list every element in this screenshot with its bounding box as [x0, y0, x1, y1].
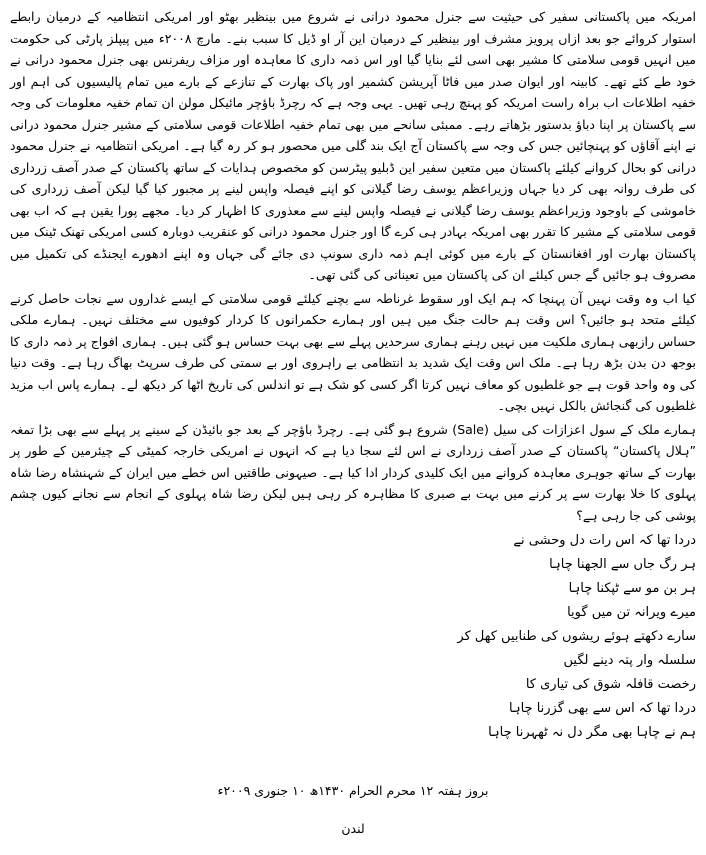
poem-line: دردا تھا کہ اس سے بھی گزرنا چاہا [508, 701, 696, 716]
poem-line: ہر بن مو سے ٹپکنا چاہا [568, 581, 696, 596]
article-paragraph: ہمارے ملک کے سول اعزازات کی سیل (Sale) شروع ہو گئی ہے۔ رچرڈ باؤچر کے بعد جو بائیڈن کے سینے پر پہلے سے بھی بڑا تمغہ ”ہلال پاکستان“ پاکستان کے صدر آصف زرداری نے اس لئے سجا دیا ہے کہ انہوں نے امریکی خارجہ کمیٹی کے چیئرمین کے طور پر بھارت کے ساتھ جوہری معاہدہ کروانے میں ایک کلیدی کردار ادا کیا ہے۔ صیہونی طاقتیں اس خطے میں ایران کے شہنشاہ رضا شاہ پہلوی کا خلا بھارت سے پر کرنے میں بہت بے صبری کا مظاہرہ کر رہی ہیں لیکن رضا شاہ پہلوی کے انجام سے نجانے کیوں چشم پوشی کی جا رہی ہے؟ [10, 421, 696, 523]
article-paragraph: کیا اب وہ وقت نہیں آن پہنچا کہ ہم ایک اور سقوط غرناطہ سے بچنے کیلئے قومی سلامتی کے ایسے غداروں سے نجات حاصل کرنے کیلئے متحد ہو جائیں؟ اس وقت ہم حالت جنگ میں ہیں اور ہمارے حکمرانوں کا کردار کوفیوں سے مختلف نہیں۔ ہمارے ملکی حساس رازبھی ہماری ملکیت میں نہیں رہنے ہماری سرحدیں پہلے سے بھی بہت حساس ہو گئی ہیں۔ ہماری افواج پر ذمہ داری کا بوجھ دن بدن بڑھ رہا ہے۔ ملک اس وقت ایک شدید بد انتظامی بے راہروی اور بے سمتی کی طرف سرپٹ بھاگ رہا ہے۔ وقت دنیا کی وہ واحد قوت ہے جو غلطیوں کو معاف نہیں کرتا اگر کسی کو شک ہے تو اندلس کی تاریخ اٹھا کر دیکھ لے۔ ہمارے پاس اب مزید غلطیوں کی گنجائش بالکل نہیں بچی۔ [10, 290, 696, 413]
place-name: لندن [341, 821, 365, 836]
poem [10, 530, 696, 744]
poem-line: سلسلہ وار پتہ دینے لگیں [563, 653, 696, 668]
poem-line: رخصت قافلہ شوق کی تیاری کا [525, 677, 696, 692]
poem-line: میرے ویرانہ تن میں گویا [567, 605, 696, 620]
poem-line: ہر رگ جاں سے الجھنا چاہا [549, 557, 696, 572]
article-paragraph: امریکہ میں پاکستانی سفیر کی حیثیت سے جنرل محمود درانی نے شروع میں بینظیر بھٹو اور امریکی انتظامیہ کے درمیان رابطے استوار کروائے جو بعد ازاں پرویز مشرف اور بینظیر کے درمیان این آر او ڈیل کا سبب بنے۔ مارچ ۲۰۰۸ء میں پیپلز پارٹی کی حکومت میں انہیں قومی سلامتی کا مشیر بھی اسی لئے بنایا گیا اور اس ذمہ داری کا معاہدہ اور مزاف ریفرنس بھی جنرل محمود درانی نے خود طے کئے تھے۔ کابینہ اور ایوان صدر میں فاٹا آپریشن کشمیر اور پاک بھارت کے تنازعے کے بارے میں تمام پالیسیوں کی اہم اور خفیہ اطلاعات اب براہ راست امریکہ کو پہنچ رہی تھیں۔ یہی وجہ ہے کہ رچرڈ باؤچر مائیکل مولن ان تمام خفیہ معلومات کی وجہ سے پاکستان پر اپنا دباؤ بدستور بڑھاتے رہے۔ ممبئی سانحے میں بھی تمام خفیہ اطلاعات قومی سلامتی کے مشیر جنرل محمود درانی نے اپنے آقاؤں کو پہنچائیں جس کی وجہ سے پاکستان آج ایک بند گلی میں محصور ہو کر رہ گیا ہے۔ امریکی انتظامیہ نے جنرل محمود درانی کو بحال کروانے کیلئے پاکستان میں متعین سفیر این ڈبلیو پیٹرسن کو مخصوص ہدایات کے ساتھ پاکستان کے صدر آصف زرداری کی طرف روانہ بھی کر دیا جہاں وزیراعظم یوسف رضا گیلانی کو اپنے فیصلہ واپس لینے پر مجبور کیا گیا لیکن آصف زرداری کی خاموشی کے باوجود وزیراعظم یوسف رضا گیلانی نے فیصلہ واپس لینے سے معذوری کا اظہار کر دیا۔ مجھے پورا یقین ہے کہ اب بھی قومی سلامتی کے مشیر کا تقرر بھی امریکہ بہادر ہی کرے گا اور جنرل محمود درانی کو عنقریب دوبارہ کسی امریکی تھنک ٹینک میں پاکستان بھارت اور افغانستان کے بارے میں کوئی اہم ذمہ داری سونپ دی جائے گی جہاں وہ اپنے ادھورے ایجنڈے کی تکمیل میں مصروف ہو جائیں گے جس کیلئے ان کی پاکستان میں تعیناتی کی گئی تھی۔ [10, 9, 697, 282]
dateline: بروز ہفتہ ۱۲ محرم الحرام ۱۴۳۰ھ ۱۰ جنوری ۲۰۰۹ء [217, 783, 489, 798]
poem-line: ہم نے چاہا بھی مگر دل نہ ٹھہرنا چاہا [488, 725, 696, 740]
poem-line: دردا تھا کہ اس رات دل وحشی نے [513, 533, 696, 548]
poem-line: سارے دکھتے ہوئے ریشوں کی طنابیں کھل کر [457, 629, 696, 644]
